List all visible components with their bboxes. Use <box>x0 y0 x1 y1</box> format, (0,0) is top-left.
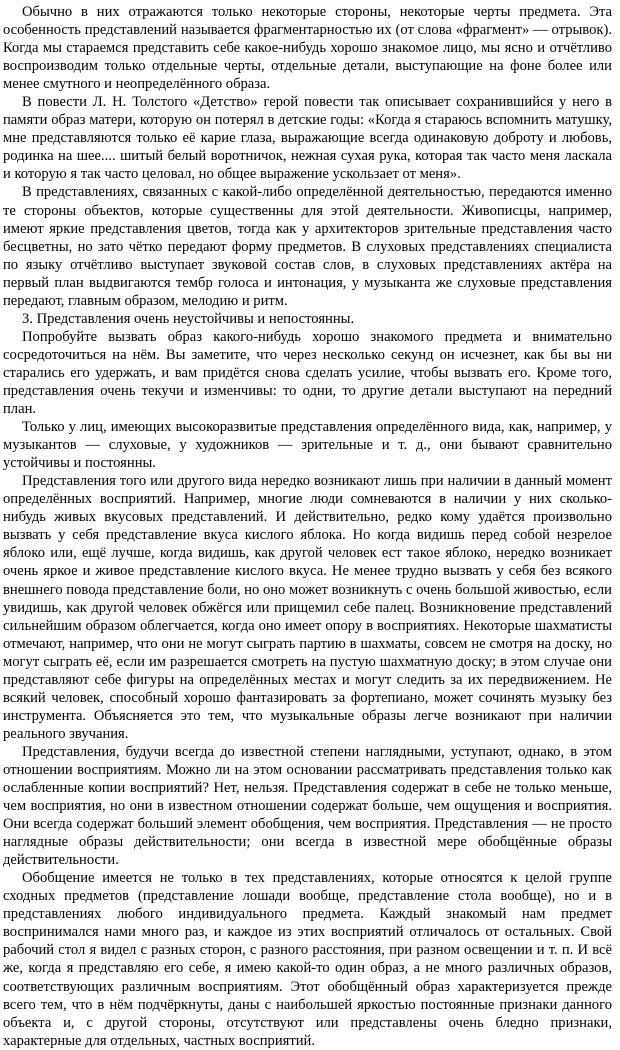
paragraph-generalization: Обобщение имеется не только в тех представлениях, которые относятся к целой группе сходных предметов (представление лошади вообще, представление стола вообще), но и в представлениях любого индивидуального предмета. Каждый знакомый нам предмет воспринимался нами много раз, и каждое из этих восприятий отличалось от остальных. Свой рабочий стол я видел с разных сторон, с разного расстояния, при разном освещении и т. п. И всё же, когда я представляю его себе, я имею какой-то один образ, а не много различных образов, соответствующих различным восприятиям. Этот обобщённый образ характеризуется прежде всего тем, что в нём подчёркнуты, даны с наибольшей яркостью постоянные признаки данного объекта и, с другой стороны, отсутствуют или представлены очень бледно признаки, характерные для отдельных, частных восприятий. <box>3 870 612 1049</box>
paragraph-tolstoy-childhood: В повести Л. Н. Толстого «Детство» герой повести так описывает сохранившийся у него в памяти образ матери, которую он потерял в детские годы: «Когда я стараюсь вспомнить матушку, мне представляются только её карие глаза, выражающие всегда одинаковую доброту и любовь, родинка на шее.... шитый белый воротничок, нежная сухая рука, которая так часто меня ласкала и которую я так часто целовал, но общее выражение ускользает от меня». <box>3 94 612 183</box>
paragraph-fragmentarity: Обычно в них отражаются только некоторые стороны, некоторые черты предмета. Эта особенность представлений называется фрагментарностью их (от слова «фрагмент» — отрывок). Когда мы стараемся представить себе какое-нибудь хорошо знакомое лицо, мы ясно и отчётливо воспроизводим только отдельные черты, отдельные детали, выступающие на фоне более или менее смутного и неопределённого образа. <box>3 4 612 93</box>
paragraph-highly-developed: Только у лиц, имеющих высокоразвитые представления определённого вида, как, например, у музыкантов — слуховые, у художников — зрительные и т. д., они бывают сравнительно устойчивы и постоянны. <box>3 419 612 472</box>
paragraph-weakened-copies: Представления, будучи всегда до известной степени наглядными, уступают, однако, в этом отношении восприятиям. Можно ли на этом основании рассматривать представления только как ослабленные копии восприятий? Нет, нельзя. Представления содержат в себе не только меньше, чем восприятия, но они в известном отношении содержат больше, чем ощущения и восприятия. Они всегда содержат больший элемент обобщения, чем восприятия. Представления — не просто наглядные образы действительности; они всегда в известной мере обобщённые образы действительности. <box>3 743 612 869</box>
paragraph-perception-support: Представления того или другого вида нередко возникают лишь при наличии в данный момент определённых восприятий. Например, многие люди сомневаются в наличии у них сколько-нибудь живых вкусовых представлений. И действительно, редко кому удаётся произвольно вызвать у себя представление вкуса кислого яблока. Но когда видишь перед собой незрелое яблоко или, ещё лучше, когда видишь, как другой человек ест такое яблоко, нередко возникает очень яркое и живое представление кислого вкуса. Не менее трудно вызвать у себя без всякого внешнего повода представление боли, но оно может возникнуть с очень большой живостью, если увидишь, как другой человек обжёгся или прищемил себе палец. Возникновение представлений сильнейшим образом облегчается, когда оно имеет опору в восприятиях. Некоторые шахматисты отмечают, например, что они не могут сыграть партию в шахматы, совсем не смотря на доску, но могут сыграть её, если им разрешается смотреть на пустую шахматную доску; в этом случае они представляют себе фигуры на определённых местах и могут следить за их передвижением. Не всякий человек, способный хорошо фантазировать за фортепиано, может сочинять музыку без инструмента. Объясняется это тем, что музыкальные образы легче возникают при наличии реального звучания. <box>3 473 612 742</box>
paragraph-activity-representations: В представлениях, связанных с какой-либо определённой деятельностью, передаются именно те стороны объектов, которые существенны для этой деятельности. Живописцы, например, имеют яркие представления цветов, тогда как у архитекторов зрительные представления часто бесцветны, но зато чётко передают форму предметов. В слуховых представлениях специалиста по языку отчётливо выступает звуковой состав слов, в слуховых представлениях актёра на первый план выдвигаются тембр голоса и интонация, у музыканта же слуховые представления передают, главным образом, мелодию и ритм. <box>3 184 612 309</box>
paragraph-point-3-heading: 3. Представления очень неустойчивы и непостоянны. <box>22 310 355 327</box>
paragraph-try-evoke-image: Попробуйте вызвать образ какого-нибудь хорошо знакомого предмета и внимательно сосредоточиться на нём. Вы заметите, что через несколько секунд он исчезнет, как бы вы ни старались его удержать, и вам придётся снова сделать усилие, чтобы вызвать его. Кроме того, представления очень текучи и изменчивы: то одни, то другие детали выступают на передний план. <box>3 328 612 418</box>
